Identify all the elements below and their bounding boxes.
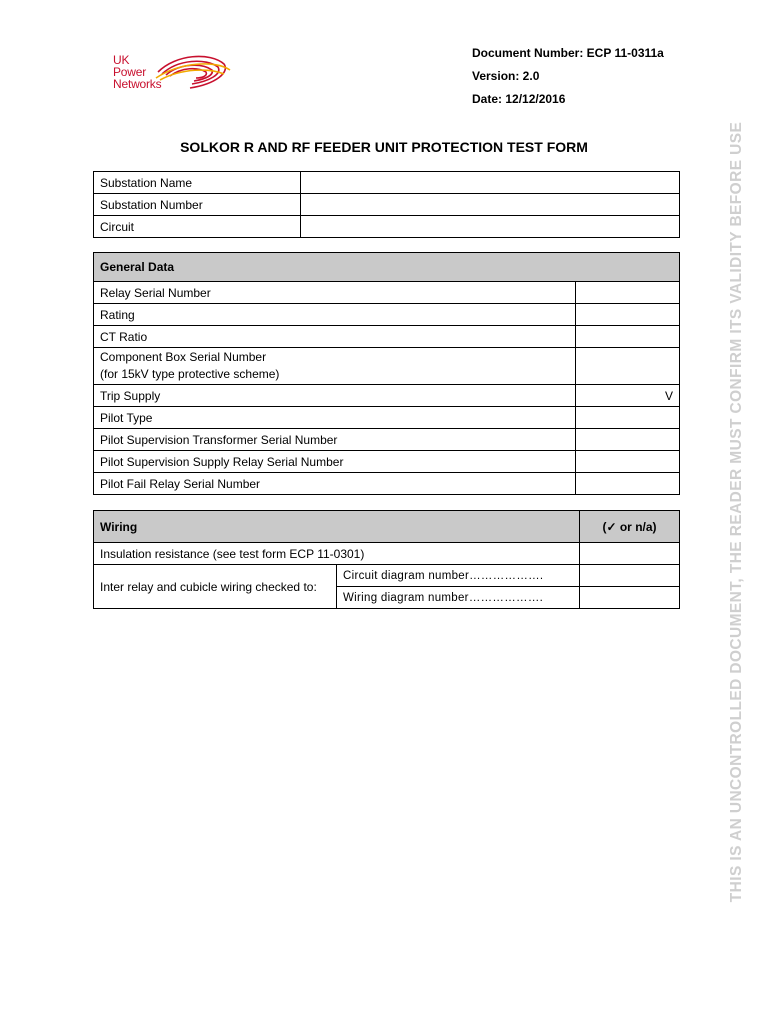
substation-number-label: Substation Number [94, 194, 301, 216]
relay-serial-number-field[interactable] [576, 282, 680, 304]
row-label: CT Ratio [94, 326, 576, 348]
document-meta [472, 42, 664, 111]
row-label: Pilot Type [94, 407, 576, 429]
table-row [94, 326, 680, 348]
circuit-diagram-check[interactable] [580, 565, 680, 587]
insulation-resistance-label: Insulation resistance (see test form ECP 11-0301) [94, 543, 580, 565]
circuit-diagram-number-field[interactable]: Circuit diagram number………………. [337, 565, 580, 587]
row-label: Relay Serial Number [94, 282, 576, 304]
table-row [94, 429, 680, 451]
row-label: Pilot Supervision Supply Relay Serial Number [94, 451, 576, 473]
table-header-row [94, 511, 680, 543]
circuit-label: Circuit [94, 216, 301, 238]
circuit-field[interactable] [301, 216, 680, 238]
row-label: Pilot Fail Relay Serial Number [94, 473, 576, 495]
table-row [94, 385, 680, 407]
table-header-row [94, 253, 680, 282]
trip-supply-field[interactable]: V [576, 385, 680, 407]
form-title: SOLKOR R AND RF FEEDER UNIT PROTECTION TEST FORM [180, 139, 588, 155]
component-box-sublabel: (for 15kV type protective scheme) [100, 367, 280, 381]
table-row [94, 565, 680, 587]
pilot-supervision-relay-field[interactable] [576, 451, 680, 473]
version: Version: 2.0 [472, 69, 540, 83]
table-row [94, 451, 680, 473]
substation-name-label: Substation Name [94, 172, 301, 194]
check-column-heading: (✓ or n/a) [580, 511, 680, 543]
inter-relay-wiring-label: Inter relay and cubicle wiring checked to: [94, 565, 337, 609]
uncontrolled-document-watermark: THIS IS AN UNCONTROLLED DOCUMENT, THE READER MUST CONFIRM ITS VALIDITY BEFORE USE [728, 121, 745, 903]
table-row [94, 194, 680, 216]
wiring-diagram-check[interactable] [580, 587, 680, 609]
date: Date: 12/12/2016 [472, 92, 566, 106]
ct-ratio-field[interactable] [576, 326, 680, 348]
row-label: Trip Supply [94, 385, 576, 407]
document-number: Document Number: ECP 11-0311a [472, 46, 664, 60]
pilot-fail-relay-field[interactable] [576, 473, 680, 495]
general-data-table [93, 252, 680, 495]
wiring-diagram-number-field[interactable]: Wiring diagram number………………. [337, 587, 580, 609]
substation-name-field[interactable] [301, 172, 680, 194]
pilot-type-field[interactable] [576, 407, 680, 429]
row-label: Pilot Supervision Transformer Serial Number [94, 429, 576, 451]
general-data-heading: General Data [94, 253, 680, 282]
rating-field[interactable] [576, 304, 680, 326]
wiring-heading: Wiring [94, 511, 580, 543]
pilot-supervision-transformer-field[interactable] [576, 429, 680, 451]
substation-number-field[interactable] [301, 194, 680, 216]
row-label [94, 348, 576, 385]
logo-wordmark: UK Power Networks [113, 53, 162, 91]
table-row [94, 216, 680, 238]
component-box-serial-field[interactable] [576, 348, 680, 385]
table-row [94, 407, 680, 429]
insulation-resistance-check[interactable] [580, 543, 680, 565]
table-row [94, 348, 680, 385]
table-row [94, 473, 680, 495]
table-row [94, 543, 680, 565]
site-details-table [93, 171, 680, 238]
component-box-label: Component Box Serial Number [100, 350, 267, 364]
table-row [94, 304, 680, 326]
table-row [94, 172, 680, 194]
row-label: Rating [94, 304, 576, 326]
wiring-table [93, 510, 680, 609]
table-row [94, 282, 680, 304]
